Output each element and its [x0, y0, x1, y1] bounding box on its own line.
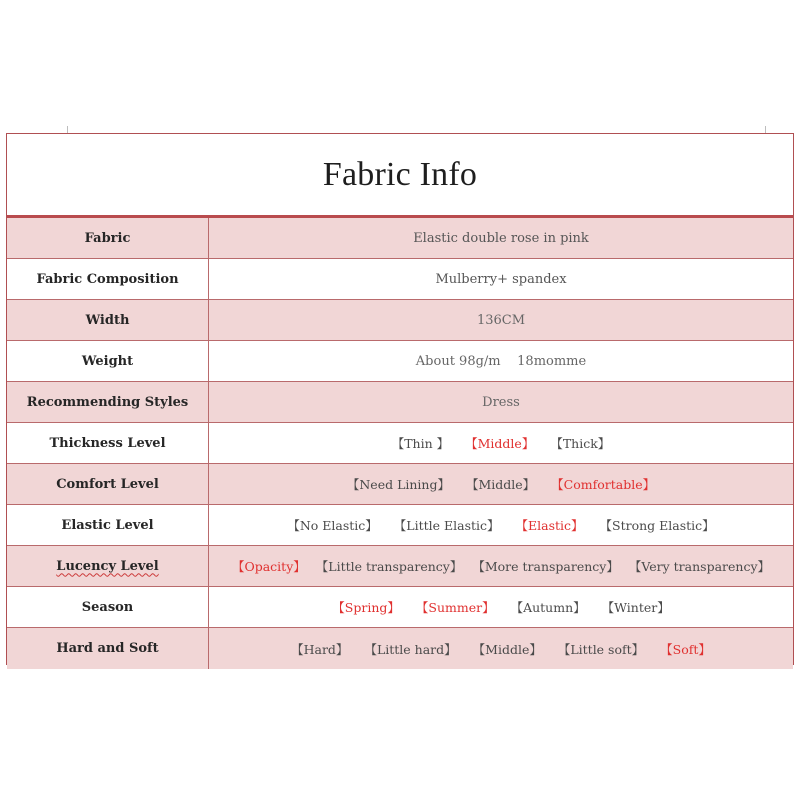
row-value: About 98g/m 18momme [415, 353, 587, 369]
row-label: Elastic Level [7, 505, 209, 545]
table-row-lucency [7, 546, 793, 587]
table-row-thickness [7, 423, 793, 464]
option-item: 【Little hard】 [364, 641, 457, 657]
option-item: 【Little transparency】 [315, 559, 463, 574]
option-item: 【Thick】 [550, 436, 611, 451]
option-list [209, 546, 793, 586]
table-row-elastic [7, 505, 793, 546]
option-item-selected: 【Comfortable】 [551, 477, 656, 492]
row-label: Hard and Soft [7, 628, 209, 669]
table-body [7, 218, 793, 669]
option-item: 【More transparency】 [472, 559, 619, 574]
option-list [209, 464, 793, 504]
option-item-selected: 【Summer】 [415, 600, 495, 615]
table-row-weight [7, 341, 793, 382]
table-row-comfort [7, 464, 793, 505]
table-row-width [7, 300, 793, 341]
option-list [209, 628, 793, 669]
option-item: 【Very transparency】 [628, 559, 771, 574]
option-list [209, 505, 793, 545]
row-value: Elastic double rose in pink [413, 230, 589, 246]
option-item: 【Little Elastic】 [393, 518, 500, 533]
row-label [7, 546, 209, 586]
row-label: Width [7, 300, 209, 340]
option-item: 【Thin 】 [391, 436, 450, 451]
row-value: Dress [482, 394, 520, 410]
table-row-styles [7, 382, 793, 423]
row-label: Fabric Composition [7, 259, 209, 299]
row-label-text: Lucency Level [56, 558, 159, 574]
option-item-selected: 【Soft】 [660, 641, 711, 657]
option-item: 【Autumn】 [510, 600, 586, 615]
table-row-composition [7, 259, 793, 300]
row-value: Mulberry+ spandex [435, 271, 567, 287]
table-row-season [7, 587, 793, 628]
row-value: 136CM [476, 312, 526, 328]
option-item: 【Middle】 [472, 641, 542, 657]
fabric-info-table [6, 133, 794, 665]
row-label: Season [7, 587, 209, 627]
option-list [209, 423, 793, 463]
row-label: Thickness Level [7, 423, 209, 463]
option-item: 【Middle】 [465, 477, 536, 492]
option-list [209, 587, 793, 627]
option-item: 【Little soft】 [557, 641, 645, 657]
row-label: Fabric [7, 218, 209, 258]
option-item: 【Strong Elastic】 [599, 518, 715, 533]
option-item: 【No Elastic】 [287, 518, 378, 533]
option-item-selected: 【Spring】 [332, 600, 400, 615]
option-item-selected: 【Opacity】 [231, 559, 306, 574]
table-row-fabric [7, 218, 793, 259]
row-label: Weight [7, 341, 209, 381]
option-item-selected: 【Middle】 [465, 436, 535, 451]
table-row-hardness [7, 628, 793, 669]
page-title: Fabric Info [7, 134, 793, 218]
row-label: Recommending Styles [7, 382, 209, 422]
option-item: 【Need Lining】 [346, 477, 450, 492]
option-item: 【Winter】 [601, 600, 670, 615]
option-item: 【Hard】 [291, 641, 349, 657]
option-item-selected: 【Elastic】 [515, 518, 584, 533]
row-label: Comfort Level [7, 464, 209, 504]
